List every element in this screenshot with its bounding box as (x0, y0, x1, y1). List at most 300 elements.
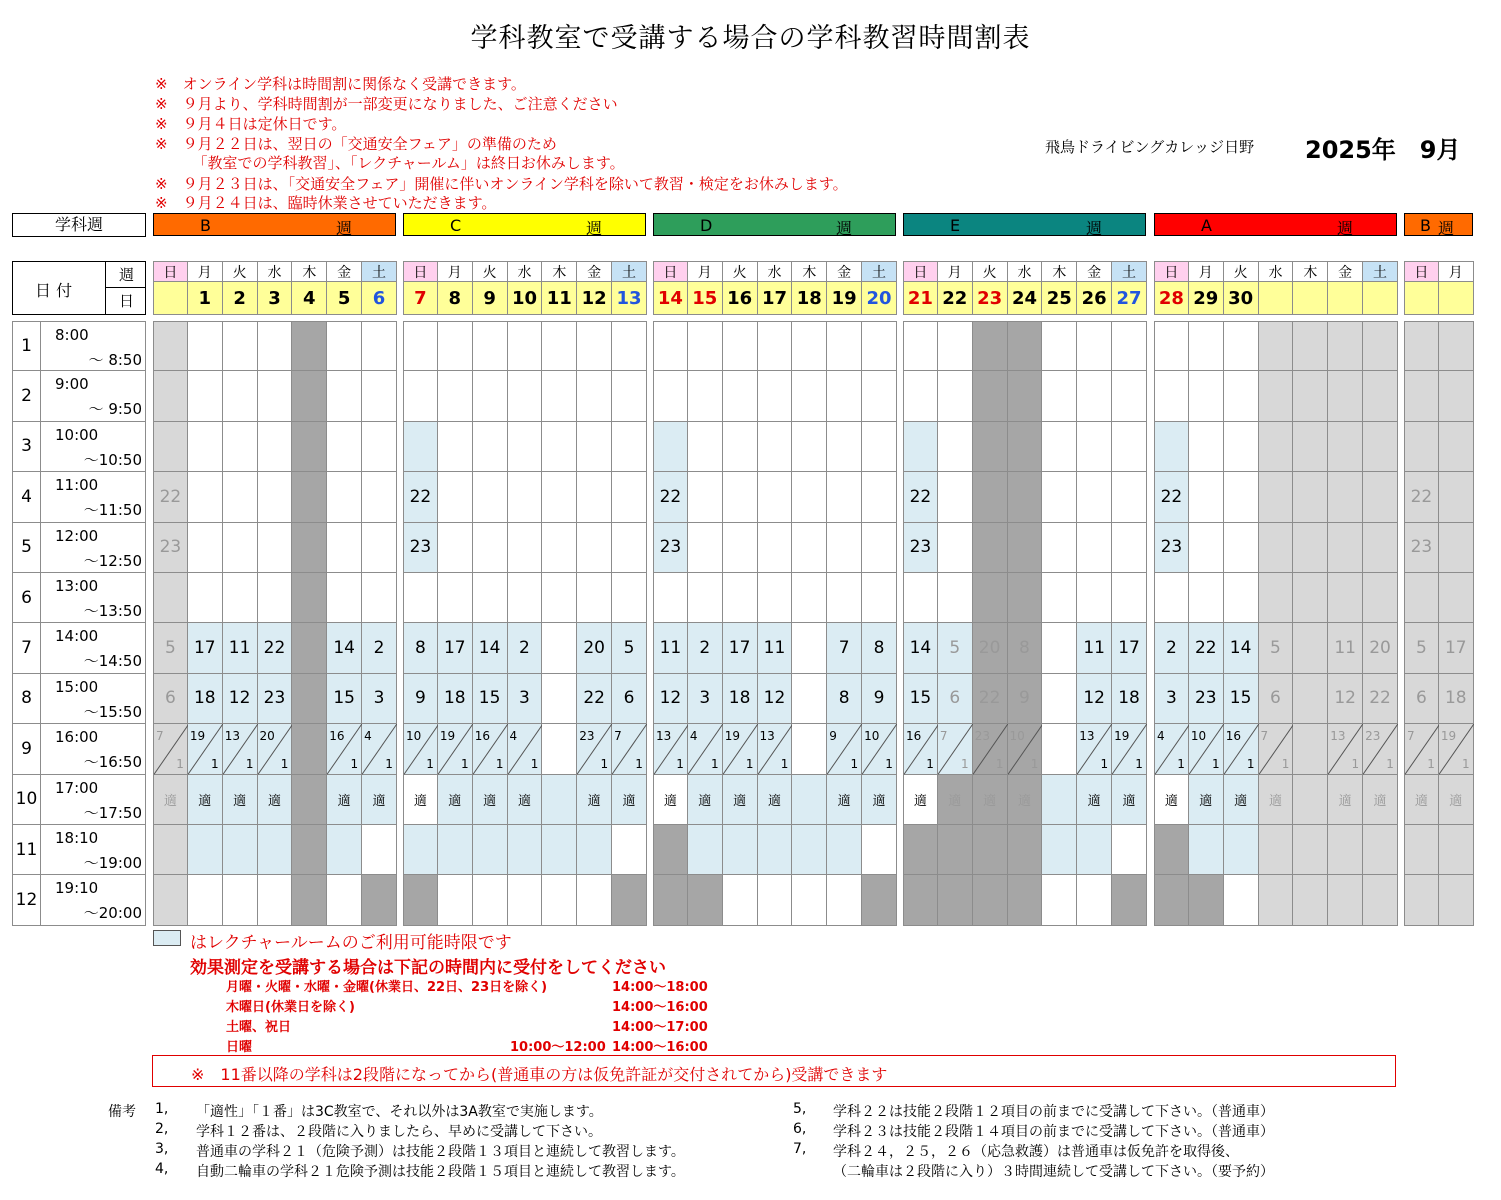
class-cell: 15 (473, 674, 508, 724)
class-cell-split (723, 724, 758, 774)
class-cell (1259, 472, 1294, 522)
class-cell (827, 472, 862, 522)
split-bottom-number: 1 (676, 756, 684, 771)
class-cell (653, 321, 688, 371)
stage-notice-text: ※ 11番以降の学科は2段階になってから(普通車の方は仮免許証が交付されてから)受講できます (191, 1065, 888, 1084)
class-cell: 適 (1189, 775, 1224, 825)
class-cell: 適 (938, 775, 973, 825)
notice-7: ※ ９月２４日は、臨時休業させていただきます。 (155, 194, 497, 212)
class-cell: 18 (1112, 674, 1147, 724)
class-cell (792, 321, 827, 371)
period-time (41, 724, 146, 774)
week-header-label: 学科週 (12, 213, 146, 237)
class-cell (1189, 371, 1224, 421)
class-cell (612, 523, 647, 573)
day-number-cell: 30 (1224, 282, 1259, 315)
class-cell (577, 321, 612, 371)
split-bottom-number: 1 (711, 756, 719, 771)
class-cell (938, 371, 973, 421)
weekday-cell: 金 (327, 261, 362, 282)
class-cell (653, 422, 688, 472)
period-number: 8 (12, 674, 41, 724)
class-cell: 5 (1404, 623, 1439, 673)
class-cell: 17 (1112, 623, 1147, 673)
class-cell (688, 875, 723, 925)
day-row-label: 日 (119, 292, 135, 310)
class-cell (1042, 523, 1077, 573)
class-cell (653, 875, 688, 925)
legend-swatch (153, 930, 181, 946)
class-cell: 22 (1404, 472, 1439, 522)
class-cell (1293, 573, 1328, 623)
class-cell: 6 (153, 674, 188, 724)
class-cell (903, 321, 938, 371)
class-cell: 適 (1224, 775, 1259, 825)
class-cell: 12 (653, 674, 688, 724)
class-cell (542, 674, 577, 724)
split-bottom-number: 1 (385, 756, 393, 771)
class-cell (792, 623, 827, 673)
class-cell (688, 422, 723, 472)
split-bottom-number: 1 (1177, 756, 1185, 771)
weekday-cell: 水 (758, 261, 793, 282)
class-cell (292, 674, 327, 724)
weekday-cell: 金 (1328, 261, 1363, 282)
class-cell-split (258, 724, 293, 774)
class-cell (973, 321, 1008, 371)
stage-notice-box (152, 1055, 1396, 1087)
class-cell (188, 573, 223, 623)
class-cell (258, 875, 293, 925)
class-cell (758, 523, 793, 573)
effect-row-1-time: 14:00～18:00 (612, 980, 708, 995)
effect-row-1-label: 月曜・火曜・水曜・金曜(休業日、22日、23日を除く) (226, 980, 548, 995)
period-number: 12 (12, 875, 41, 925)
class-cell: 適 (862, 775, 897, 825)
week-letter: A (1201, 216, 1212, 235)
class-cell: 3 (508, 674, 543, 724)
week-suffix: 週 (1438, 219, 1455, 238)
split-top-number: 16 (906, 729, 922, 744)
split-top-number: 4 (1157, 729, 1165, 744)
weekday-cell: 火 (223, 261, 258, 282)
class-cell (1189, 422, 1224, 472)
class-cell (792, 875, 827, 925)
day-number-cell (1439, 282, 1474, 315)
class-cell-split (973, 724, 1008, 774)
class-cell: 22 (403, 472, 438, 522)
weekday-cell: 火 (1224, 261, 1259, 282)
split-top-number: 16 (474, 729, 490, 744)
split-bottom-number: 1 (211, 756, 219, 771)
split-bottom-number: 1 (635, 756, 643, 771)
class-cell-split (792, 724, 827, 774)
split-top-number: 4 (509, 729, 518, 744)
class-cell (903, 422, 938, 472)
class-cell: 適 (508, 775, 543, 825)
class-cell: 5 (1259, 623, 1294, 673)
class-cell: 20 (973, 623, 1008, 673)
class-cell-split (653, 724, 688, 774)
remarks-label: 備考 (108, 1104, 136, 1120)
class-cell: 適 (903, 775, 938, 825)
week-suffix: 週 (1086, 219, 1103, 238)
remark-text: 「適性」「１番」は3C教室で、それ以外は3A教室で実施します。 (196, 1104, 603, 1120)
class-cell (1259, 825, 1294, 875)
weekday-cell: 火 (973, 261, 1008, 282)
class-cell (1189, 573, 1224, 623)
class-cell (438, 321, 473, 371)
class-cell (612, 422, 647, 472)
class-cell (438, 422, 473, 472)
class-cell: 14 (473, 623, 508, 673)
class-cell (612, 371, 647, 421)
class-cell: 11 (223, 623, 258, 673)
effect-row-3-time: 14:00～17:00 (612, 1020, 708, 1035)
notice-3: ※ ９月４日は定休日です。 (155, 115, 347, 133)
day-number-cell: 7 (403, 282, 438, 315)
remark-text: 学科２３は技能２段階１４項目の前までに受講して下さい。（普通車） (833, 1124, 1274, 1140)
class-cell: 11 (1328, 623, 1363, 673)
class-cell (938, 573, 973, 623)
class-cell (938, 422, 973, 472)
class-cell (258, 472, 293, 522)
class-cell (292, 573, 327, 623)
day-number-cell: 24 (1008, 282, 1043, 315)
class-cell (862, 472, 897, 522)
class-cell (1042, 623, 1077, 673)
class-cell (292, 875, 327, 925)
legend-text: はレクチャールームのご利用可能時限です (190, 933, 512, 953)
effect-test-title: 効果測定を受講する場合は下記の時間内に受付をしてください (190, 958, 666, 978)
class-cell (292, 523, 327, 573)
class-cell (1224, 422, 1259, 472)
day-number-cell (1363, 282, 1398, 315)
class-cell (153, 422, 188, 472)
split-bottom-number: 1 (850, 756, 859, 771)
day-number-cell: 9 (473, 282, 508, 315)
class-cell (723, 321, 758, 371)
class-cell (1112, 825, 1147, 875)
split-top-number: 10 (1009, 729, 1025, 744)
weekday-cell: 火 (473, 261, 508, 282)
class-cell (862, 875, 897, 925)
class-cell (792, 472, 827, 522)
period-end: ～ 8:50 (88, 351, 142, 369)
day-number-cell: 14 (653, 282, 688, 315)
class-cell (403, 321, 438, 371)
class-cell (473, 825, 508, 875)
class-cell (473, 321, 508, 371)
day-number-cell: 16 (723, 282, 758, 315)
split-bottom-number: 1 (495, 756, 504, 771)
class-cell (1439, 573, 1474, 623)
class-cell (1154, 825, 1189, 875)
split-bottom-number: 1 (176, 756, 184, 771)
period-start: 16:00 (55, 728, 99, 747)
split-bottom-number: 1 (426, 756, 434, 771)
class-cell (758, 825, 793, 875)
class-cell (473, 875, 508, 925)
class-cell (792, 825, 827, 875)
class-cell (1439, 371, 1474, 421)
class-cell (223, 523, 258, 573)
class-cell-split (1189, 724, 1224, 774)
class-cell: 22 (973, 674, 1008, 724)
day-number-cell: 20 (862, 282, 897, 315)
class-cell (438, 371, 473, 421)
split-bottom-number: 1 (780, 756, 789, 771)
class-cell (1112, 472, 1147, 522)
class-cell (327, 472, 362, 522)
class-cell: 7 (827, 623, 862, 673)
split-bottom-number: 1 (1462, 756, 1470, 771)
class-cell (327, 422, 362, 472)
class-cell (973, 825, 1008, 875)
class-cell (1224, 523, 1259, 573)
class-cell (1328, 875, 1363, 925)
class-cell (903, 573, 938, 623)
class-cell: 8 (827, 674, 862, 724)
weekday-cell: 木 (1293, 261, 1328, 282)
class-cell: 5 (612, 623, 647, 673)
class-cell (1008, 573, 1043, 623)
weekday-cell: 日 (153, 261, 188, 282)
class-cell (258, 422, 293, 472)
split-bottom-number: 1 (1246, 756, 1255, 771)
class-cell: 18 (188, 674, 223, 724)
day-number-cell: 25 (1042, 282, 1077, 315)
class-cell: 20 (1363, 623, 1398, 673)
period-end: ～19:00 (83, 854, 142, 872)
class-cell (362, 472, 397, 522)
class-cell (792, 573, 827, 623)
class-cell (327, 573, 362, 623)
split-top-number: 19 (1114, 729, 1130, 744)
class-cell (1293, 674, 1328, 724)
weekday-cell: 金 (577, 261, 612, 282)
class-cell (577, 422, 612, 472)
period-end: ～14:50 (83, 652, 142, 671)
class-cell (723, 371, 758, 421)
class-cell (1404, 875, 1439, 925)
class-cell: 適 (1008, 775, 1043, 825)
class-cell: 23 (258, 674, 293, 724)
class-cell (1439, 875, 1474, 925)
class-cell (862, 825, 897, 875)
split-bottom-number: 1 (1427, 756, 1435, 771)
class-cell: 適 (973, 775, 1008, 825)
class-cell (362, 371, 397, 421)
class-cell (1404, 825, 1439, 875)
class-cell (577, 371, 612, 421)
remark-text: 学科１２番は、２段階に入りましたら、早めに受講して下さい。 (196, 1124, 602, 1140)
class-cell-split (688, 724, 723, 774)
class-cell (258, 523, 293, 573)
class-cell (438, 523, 473, 573)
weekday-cell: 木 (792, 261, 827, 282)
class-cell (258, 371, 293, 421)
class-cell-split (1293, 724, 1328, 774)
class-cell (1293, 422, 1328, 472)
class-cell: 17 (188, 623, 223, 673)
day-number-cell: 29 (1189, 282, 1224, 315)
class-cell (153, 321, 188, 371)
class-cell: 適 (577, 775, 612, 825)
class-cell (612, 472, 647, 522)
class-cell (827, 371, 862, 421)
week-bar (1404, 213, 1473, 236)
class-cell (362, 825, 397, 875)
weekday-cell: 水 (258, 261, 293, 282)
class-cell (1042, 422, 1077, 472)
class-cell: 適 (1404, 775, 1439, 825)
class-cell (688, 472, 723, 522)
split-bottom-number: 1 (1212, 756, 1220, 771)
class-cell (612, 825, 647, 875)
class-cell (688, 825, 723, 875)
class-cell (938, 472, 973, 522)
split-bottom-number: 1 (530, 756, 539, 771)
class-cell: 22 (1363, 674, 1398, 724)
split-top-number: 19 (724, 729, 740, 744)
class-cell (292, 321, 327, 371)
period-end: ～16:50 (83, 753, 142, 772)
weekday-cell: 水 (508, 261, 543, 282)
year-month: 2025年 9月 (1305, 136, 1461, 164)
class-cell (542, 422, 577, 472)
weekday-cell: 土 (612, 261, 647, 282)
class-cell (403, 825, 438, 875)
period-time (41, 422, 146, 472)
class-cell (153, 573, 188, 623)
class-cell (327, 321, 362, 371)
class-cell (188, 825, 223, 875)
weekday-cell: 月 (688, 261, 723, 282)
class-cell (1008, 371, 1043, 421)
class-cell (758, 875, 793, 925)
class-cell: 23 (903, 523, 938, 573)
period-time (41, 523, 146, 573)
effect-row-2-time: 14:00～16:00 (612, 1000, 708, 1015)
split-top-number: 20 (259, 729, 275, 744)
class-cell (577, 825, 612, 875)
split-top-number: 10 (406, 729, 422, 744)
class-cell (1008, 321, 1043, 371)
class-cell-split (292, 724, 327, 774)
class-cell (938, 523, 973, 573)
class-cell: 22 (1189, 623, 1224, 673)
school-name: 飛鳥ドライビングカレッジ日野 (1045, 138, 1255, 156)
class-cell (508, 825, 543, 875)
period-time (41, 674, 146, 724)
period-time (41, 371, 146, 421)
class-cell (723, 573, 758, 623)
split-top-number: 4 (689, 729, 698, 744)
class-cell (542, 875, 577, 925)
week-suffix: 週 (1337, 219, 1354, 238)
class-cell: 11 (1077, 623, 1112, 673)
class-cell (1112, 371, 1147, 421)
split-bottom-number: 1 (926, 756, 934, 771)
weekday-cell: 土 (1112, 261, 1147, 282)
class-cell: 22 (653, 472, 688, 522)
class-cell: 適 (1328, 775, 1363, 825)
class-cell (1042, 573, 1077, 623)
class-cell (1363, 371, 1398, 421)
split-top-number: 7 (156, 729, 164, 744)
class-cell: 2 (362, 623, 397, 673)
class-cell (792, 371, 827, 421)
class-cell (188, 371, 223, 421)
class-cell (438, 875, 473, 925)
period-time (41, 472, 146, 522)
class-cell: 18 (723, 674, 758, 724)
weekday-cell: 火 (723, 261, 758, 282)
class-cell: 適 (1077, 775, 1112, 825)
class-cell (1439, 523, 1474, 573)
class-cell: 適 (473, 775, 508, 825)
day-number-cell: 19 (827, 282, 862, 315)
class-cell (1439, 825, 1474, 875)
class-cell (508, 875, 543, 925)
weekday-cell: 木 (292, 261, 327, 282)
class-cell (223, 573, 258, 623)
class-cell (1042, 472, 1077, 522)
class-cell: 適 (758, 775, 793, 825)
period-start: 13:00 (55, 577, 99, 595)
class-cell (403, 875, 438, 925)
class-cell: 23 (653, 523, 688, 573)
class-cell: 適 (827, 775, 862, 825)
weekday-cell: 土 (362, 261, 397, 282)
class-cell (688, 523, 723, 573)
class-cell (1293, 523, 1328, 573)
split-top-number: 16 (1225, 729, 1241, 744)
class-cell (827, 523, 862, 573)
period-number: 6 (12, 573, 41, 623)
day-number-cell: 22 (938, 282, 973, 315)
class-cell (327, 875, 362, 925)
class-cell: 適 (688, 775, 723, 825)
period-end: ～13:50 (83, 602, 142, 620)
class-cell (438, 573, 473, 623)
week-bar (403, 213, 646, 236)
weekday-cell: 水 (1008, 261, 1043, 282)
class-cell (223, 371, 258, 421)
class-cell: 適 (258, 775, 293, 825)
class-cell: 22 (903, 472, 938, 522)
class-cell (1008, 422, 1043, 472)
class-cell (1293, 875, 1328, 925)
split-top-number: 19 (439, 729, 456, 744)
class-cell (1404, 422, 1439, 472)
class-cell (1363, 422, 1398, 472)
week-bar (903, 213, 1146, 236)
split-bottom-number: 1 (1030, 756, 1039, 771)
class-cell: 15 (1224, 674, 1259, 724)
class-cell: 適 (188, 775, 223, 825)
weekday-cell: 月 (188, 261, 223, 282)
class-cell (758, 472, 793, 522)
split-top-number: 23 (579, 729, 595, 744)
split-bottom-number: 1 (995, 756, 1004, 771)
class-cell-split (508, 724, 543, 774)
class-cell (362, 573, 397, 623)
day-number-cell (1404, 282, 1439, 315)
class-cell (362, 875, 397, 925)
day-number-cell (1259, 282, 1294, 315)
